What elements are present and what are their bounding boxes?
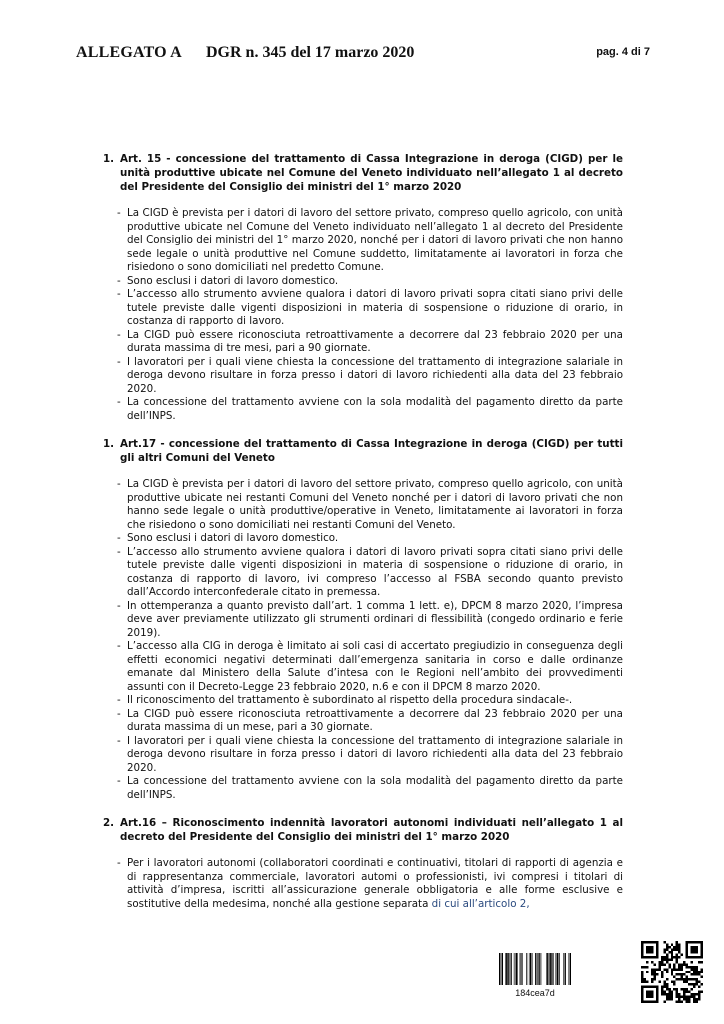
section-title [103, 816, 623, 844]
list-item: - La CIGD è prevista per i datori di lavoro del settore privato, compreso quello agricolo, con unità produttive ubicate nel Comune del Veneto individuato nell’allegato 1 al decreto del Presidente del Consiglio dei ministri del 1° marzo 2020, nonché per i datori di lavoro privati che non hanno sede legale o unità produttive nel Comune suddetto, limitatamente ai lavoratori in forza che risiedono o sono domiciliati nel predetto Comune. [117, 207, 623, 273]
list-item: - Sono esclusi i datori di lavoro domestico. [117, 274, 339, 287]
bullet-list [103, 478, 623, 802]
section-title [103, 437, 623, 465]
section-number: 2. [103, 817, 115, 829]
dgr-reference: DGR n. 345 del 17 marzo 2020 [206, 44, 415, 61]
list-item: - Sono esclusi i datori di lavoro domestico. [117, 532, 339, 544]
document-body [103, 152, 623, 925]
section-art-15 [103, 152, 623, 423]
section-heading: Art.16 – Riconoscimento indennità lavoratori autonomi individuati nell’allegato 1 al decreto del Presidente del Consiglio dei ministri del 1° marzo 2020 [120, 817, 623, 843]
page-number: pag. 4 di 7 [596, 46, 650, 58]
bullet-list [103, 207, 623, 423]
list-item: - L’accesso allo strumento avviene qualora i datori di lavoro privati sopra citati siano privi delle tutele previste dalle vigenti disposizioni in materia di sospensione o riduzione di orario, in costanza di rapporto di lavoro. [117, 288, 623, 327]
list-item: - Per i lavoratori autonomi (collaboratori coordinati e continuativi, titolari di rapporti di agenzia e di rappresentanza commerciale, lavoratori automi o professionisti, ivi compresi i titolari di attività d’impresa, iscritti all’assicurazione generale obbligatoria e alle forme esclusive e sostitutive della medesima, nonché alla gestione separata di cui all’articolo 2, [117, 857, 623, 910]
barcode-icon [499, 953, 571, 985]
list-item: - Il riconoscimento del trattamento è subordinato al rispetto della procedura sindacale-. [117, 694, 573, 706]
article-reference-link[interactable]: di cui all’articolo 2, [431, 897, 530, 910]
section-heading: Art.17 - concessione del trattamento di Cassa Integrazione in deroga (CIGD) per tutti gli altri Comuni del Veneto [120, 438, 623, 464]
list-item: - La concessione del trattamento avviene con la sola modalità del pagamento diretto da parte dell’INPS. [117, 396, 623, 422]
list-item: - I lavoratori per i quali viene chiesta la concessione del trattamento di integrazione salariale in deroga devono risultare in forza presso i datori di lavoro richiedenti alla data del 23 febbraio 2020. [117, 355, 623, 395]
section-art-16 [103, 816, 623, 911]
qr-code-icon [641, 941, 703, 1003]
list-item: - La CIGD può essere riconosciuta retroattivamente a decorrere dal 23 febbraio 2020 per una durata massima di un mese, pari a 30 giornate. [117, 707, 623, 733]
section-number: 1. [103, 438, 115, 450]
list-item: - La CIGD può essere riconosciuta retroattivamente a decorrere dal 23 febbraio 2020 per una durata massima di tre mesi, pari a 90 giornate. [117, 328, 623, 354]
section-title [103, 152, 623, 194]
section-art-17 [103, 437, 623, 802]
section-heading: Art. 15 - concessione del trattamento di Cassa Integrazione in deroga (CIGD) per le unità produttive ubicate nel Comune del Veneto individuato nell’allegato 1 al decreto del Presidente del Consiglio dei ministri del 1° marzo 2020 [120, 153, 623, 193]
allegato-label: ALLEGATO A [76, 44, 182, 61]
page-header [76, 44, 650, 64]
list-item: - L’accesso allo strumento avviene qualora i datori di lavoro privati sopra citati siano privi delle tutele previste dalle vigenti disposizioni in materia di sospensione o riduzione di orario, in costanza di rapporto di lavoro, ivi compreso l’accesso al FSBA secondo quanto previsto dall’Accordo interconfederale citato in premessa. [117, 545, 623, 598]
section-number: 1. [103, 153, 115, 165]
list-item: - La CIGD è prevista per i datori di lavoro del settore privato, compreso quello agricolo, con unità produttive ubicate nei restanti Comuni del Veneto nonché per i datori di lavoro privati che non hanno sede legale o unità produttive/operative in Veneto, limitatamente ai lavoratori in forza che risiedono o sono domiciliati nei restanti Comuni del Veneto. [117, 478, 623, 531]
list-item: - In ottemperanza a quanto previsto dall’art. 1 comma 1 lett. e), DPCM 8 marzo 2020, l’impresa deve aver previamente utilizzato gli strumenti ordinari di flessibilità (congedo ordinario e ferie 2019). [117, 599, 623, 639]
list-item: - L’accesso alla CIG in deroga è limitato ai soli casi di accertato pregiudizio in conseguenza degli effetti economici negativi determinati dall’emergenza sanitaria in corso e dalle ordinanze emanate dal Ministero della Salute d’intesa con le Regioni nell’ambito dei provvedimenti assunti con il Decreto-Legge 23 febbraio 2020, n.6 e con il DPCM 8 marzo 2020. [117, 640, 623, 693]
barcode-label: 184cea7d [515, 988, 555, 998]
bullet-list [103, 857, 623, 911]
list-item: - I lavoratori per i quali viene chiesta la concessione del trattamento di integrazione salariale in deroga devono risultare in forza presso i datori di lavoro richiedenti alla data del 23 febbraio 2020. [117, 734, 623, 774]
list-item: - La concessione del trattamento avviene con la sola modalità del pagamento diretto da parte dell’INPS. [117, 775, 623, 801]
